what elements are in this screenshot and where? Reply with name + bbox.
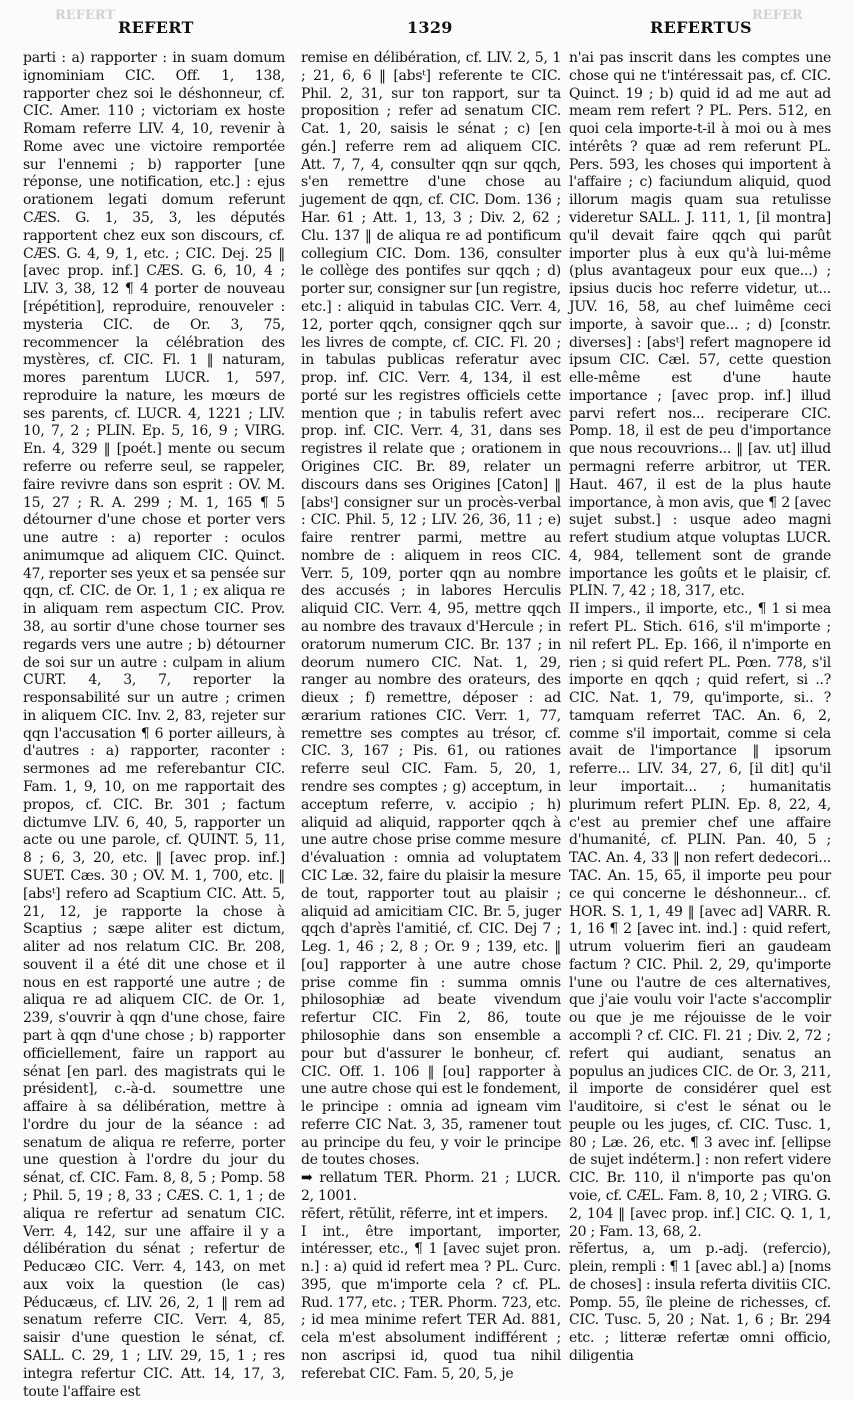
bleed-through-headword-left: REFERT [55, 8, 116, 23]
running-headword-right: REFERTUS [650, 18, 752, 37]
running-headword-left: REFERT [118, 18, 194, 37]
column-text: n'ai pas inscrit dans les comptes une chose qui ne t'intéressait pas, cf. CIC. Quinct. 19 ; b) quid id ad me aut ad meam rem refert ? PL. Pers. 512, en quoi cela importe-t-il à moi ou à mes intérêts ? quæ ad rem referunt PL. Pers. 593, les choses qui importent à l'affaire ; c) faciundum aliquid, quod illorum magis quam sua retulisse videretur SALL. J. 111, 1, [il montra] qu'il devait faire qqch qui parût importer plus à eux qu'à lui-même (plus avantageux pour eux que...) ; ipsius ducis hoc referre videtur, ut... JUV. 16, 58, au chef luimême ceci importe, à savoir que... ; d) [constr. diverses] : [absᵗ] refert magnopere id ipsum CIC. Cæl. 57, cette question elle-même est d'une haute importance ; [avec prop. inf.] illud parvi refert nos... reciperare CIC. Pomp. 18, il est de peu d'importance que nous recouvrions... ‖ [av. ut] illud permagni referre arbitror, ut TER. Haut. 467, il est de la plus haute importance, à mon avis, que ¶ 2 [avec sujet subst.] : usque adeo magni refert studium atque voluptas LUCR. 4, 984, tellement sont de grande importance les goûts et le plaisir, cf. PLIN. 7, 42 ; 18, 317, etc. II impers., il importe, etc., ¶ 1 si mea refert PL. Stich. 616, s'il m'importe ; nil refert PL. Ep. 166, il n'importe en rien ; si quid refert PL. Pœn. 778, s'il importe en qqch ; quid refert, si ..? CIC. Nat. 1, 79, qu'importe, si.. ? tamquam referret TAC. An. 6, 2, comme s'il importait, comme si cela avait de l'importance ‖ ipsorum referre... LIV. 34, 27, 6, [il dit] qu'il leur importait... ; humanitatis plurimum refert PLIN. Ep. 8, 22, 4, c'est au premier chef une affaire d'humanité, cf. PLIN. Pan. 40, 5 ; TAC. An. 4, 33 ‖ non refert dedecori... TAC. An. 15, 65, il importe peu pour ce qui concerne le déshonneur... cf. HOR. S. 1, 1, 49 ‖ [avec ad] VARR. R. 1, 16 ¶ 2 [avec int. ind.] : quid refert, utrum voluerim fieri an gaudeam factum ? CIC. Phil. 2, 29, qu'importe l'une ou l'autre de ces alternatives, que j'aie voulu voir l'acte s'accomplir ou que je me réjouisse de le voir accompli ? cf. CIC. Fl. 21 ; Div. 2, 72 ; refert qui audiant, senatus an populus an judices CIC. de Or. 3, 211, il importe de considérer quel est l'auditoire, si c'est le sénat ou le peuple ou les juges, cf. CIC. Tusc. 1, 80 ; Læ. 26, etc. ¶ 3 avec inf. [ellipse de sujet indéterm.] : non refert videre CIC. Br. 110, il n'importe pas qu'on voie, cf. CÆL. Fam. 8, 10, 2 ; VIRG. G. 2, 104 ‖ [avec prop. inf.] CIC. Q. 1, 1, 20 ; Fam. 13, 68, 2. rĕfertus, a, um p.-adj. (refercio), plein, rempli : ¶ 1 [avec abl.] a) [noms de choses] : insula referta divitiis CIC. Pomp. 55, île pleine de richesses, cf. CIC. Tusc. 5, 20 ; Nat. 1, 6 ; Br. 294 etc. ; litteræ refertæ omni officio, diligentia [569, 50, 831, 1365]
dictionary-column-left [23, 50, 285, 1400]
dictionary-column-right [569, 50, 831, 1365]
page-number: 1329 [407, 18, 453, 37]
column-text: parti : a) rapporter : in suam domum ignominiam CIC. Off. 1, 138, rapporter chez soi le déshonneur, cf. CIC. Amer. 110 ; victoriam ex hoste Romam referre LIV. 4, 10, revenir à Rome avec une victoire remportée sur l'ennemi ; b) rapporter [une réponse, une notification, etc.] : ejus orationem legati domum referunt CÆS. G. 1, 35, 3, les députés rapportent chez eux son discours, cf. CÆS. G. 4, 9, 1, etc. ; CIC. Dej. 25 ‖ [avec prop. inf.] CÆS. G. 6, 10, 4 ; LIV. 3, 38, 12 ¶ 4 porter de nouveau [répétition], reproduire, renouveler : mysteria CIC. de Or. 3, 75, recommencer la célébration des mystères, cf. CIC. Fl. 1 ‖ naturam, mores parentum LUCR. 1, 597, reproduire la nature, les mœurs de ses parents, cf. LUCR. 4, 1221 ; LIV. 10, 7, 2 ; PLIN. Ep. 5, 16, 9 ; VIRG. En. 4, 329 ‖ [poét.] mente ou secum referre ou referre seul, se rappeler, faire revivre dans son esprit : OV. M. 15, 27 ; R. A. 299 ; M. 1, 165 ¶ 5 détourner d'une chose et porter vers une autre : a) reporter : oculos animumque ad aliquem CIC. Quinct. 47, reporter ses yeux et sa pensée sur qqn, cf. CIC. de Or. 1, 1 ; ex aliqua re in aliquam rem aspectum CIC. Prov. 38, au sortir d'une chose tourner ses regards vers une autre ; b) détourner de soi sur un autre : culpam in alium CURT. 4, 3, 7, reporter la responsabilité sur un autre ; crimen in aliquem CIC. Inv. 2, 83, rejeter sur qqn l'accusation ¶ 6 porter ailleurs, à d'autres : a) rapporter, raconter : sermones ad me referebantur CIC. Fam. 1, 9, 10, on me rapportait des propos, cf. CIC. Br. 301 ; factum dictumve LIV. 6, 40, 5, rapporter un acte ou une parole, cf. QUINT. 5, 11, 8 ; 6, 3, 20, etc. ‖ [avec prop. inf.] SUET. Cæs. 30 ; OV. M. 1, 700, etc. ‖ [absᵗ] refero ad Scaptium CIC. Att. 5, 21, 12, je rapporte la chose à Scaptius ; sæpe aliter est dictum, aliter ad nos relatum CIC. Br. 208, souvent il a été dit une chose et il nous en est rapporté une autre ; de aliqua re ad aliquem CIC. de Or. 1, 239, s'ouvrir à qqn d'une chose, faire part à qqn d'une chose ; b) rapporter officiellement, faire un rapport au sénat [en parl. des magistrats qui le président], c.-à-d. soumettre une affaire à sa délibération, mettre à l'ordre du jour de la séance : ad senatum de aliqua re referre, porter une question à l'ordre du jour du sénat, cf. CIC. Fam. 8, 8, 5 ; Pomp. 58 ; Phil. 5, 19 ; 8, 33 ; CÆS. C. 1, 1 ; de aliqua re refertur ad senatum CIC. Verr. 4, 142, sur une affaire il y a délibération du sénat ; refertur de Peducæo CIC. Verr. 4, 143, on met aux voix la question (le cas) Péducæus, cf. LIV. 26, 2, 1 ‖ rem ad senatum referre CIC. Verr. 4, 85, saisir d'une question le sénat, cf. SALL. C. 29, 1 ; LIV. 29, 15, 1 ; res integra refertur CIC. Att. 14, 17, 3, toute l'affaire est [23, 50, 285, 1400]
page-header [0, 0, 854, 44]
bleed-through-headword-right: REFER [752, 8, 803, 23]
dictionary-column-middle [301, 50, 561, 1382]
column-text: remise en délibération, cf. LIV. 2, 5, 1 ; 21, 6, 6 ‖ [absᵗ] referente te CIC. Phil. 2, 31, sur ton rapport, sur ta proposition ; refer ad senatum CIC. Cat. 1, 20, saisis le sénat ; c) [en gén.] referre rem ad aliquem CIC. Att. 7, 7, 4, consulter qqn sur qqch, s'en remettre d'une chose au jugement de qqn, cf. CIC. Dom. 136 ; Har. 61 ; Att. 1, 13, 3 ; Div. 2, 62 ; Clu. 137 ‖ de aliqua re ad pontificum collegium CIC. Dom. 136, consulter le collège des pontifes sur qqch ; d) porter sur, consigner sur [un registre, etc.] : aliquid in tabulas CIC. Verr. 4, 12, porter qqch, consigner qqch sur les livres de compte, cf. CIC. Fl. 20 ; in tabulas publicas referatur avec prop. inf. CIC. Verr. 4, 134, il est porté sur les registres officiels cette mention que ; in tabulis refert avec prop. inf. CIC. Verr. 4, 31, dans ses registres il relate que ; orationem in Origines CIC. Br. 89, relater un discours dans ses Origines [Caton] ‖ [absᵗ] consigner sur un procès-verbal : CIC. Phil. 5, 12 ; LIV. 26, 36, 11 ; e) faire rentrer parmi, mettre au nombre de : aliquem in reos CIC. Verr. 5, 109, porter qqn au nombre des accusés ; in labores Herculis aliquid CIC. Verr. 4, 95, mettre qqch au nombre des travaux d'Hercule ; in oratorum numerum CIC. Br. 137 ; in deorum numero CIC. Nat. 1, 29, ranger au nombre des orateurs, des dieux ; f) remettre, déposer : ad ærarium rationes CIC. Verr. 1, 77, remettre ses comptes au trésor, cf. CIC. 3, 167 ; Pis. 61, ou rationes referre seul CIC. Fam. 5, 20, 1, rendre ses comptes ; g) acceptum, in acceptum referre, v. accipio ; h) aliquid ad aliquid, rapporter qqch à une autre chose prise comme mesure d'évaluation : omnia ad voluptatem CIC Læ. 32, faire du plaisir la mesure de tout, rapporter tout au plaisir ; aliquid ad amicitiam CIC. Br. 5, juger qqch d'après l'amitié, cf. CIC. Dej 7 ; Leg. 1, 46 ; 2, 8 ; Or. 9 ; 139, etc. ‖ [ou] rapporter à une autre chose prise comme fin : summa omnis philosophiæ ad beate vivendum refertur CIC. Fin 2, 86, toute philosophie dans son ensemble a pour but d'assurer le bonheur, cf. CIC. Off. 1. 106 ‖ [ou] rapporter à une autre chose qui est le fondement, le principe : omnia ad igneam vim referre CIC Nat. 3, 35, ramener tout au principe du feu, y voir le principe de toutes choses. ➡ rellatum TER. Phorm. 21 ; LUCR. 2, 1001. rēfert, rētŭlit, rēferre, int et impers. I int., être important, importer, intéresser, etc., ¶ 1 [avec sujet pron. n.] : a) quid id refert mea ? PL. Curc. 395, que m'importe cela ? cf. PL. Rud. 177, etc. ; TER. Phorm. 723, etc. ; id mea minime refert TER Ad. 881, cela m'est absolument indifférent ; non ascripsi id, quod tua nihil referebat CIC. Fam. 5, 20, 5, je [301, 50, 561, 1382]
